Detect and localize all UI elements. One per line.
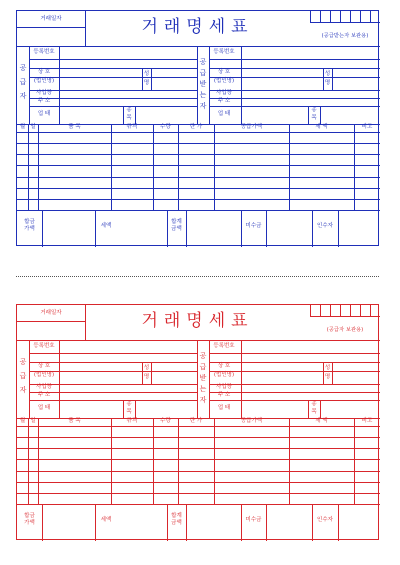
- rule-line: [28, 418, 29, 504]
- sum-label-2: 금액: [171, 226, 182, 232]
- rule-line: [320, 11, 321, 22]
- rule-line: [320, 400, 321, 418]
- copy-label: (공급자 보관용): [326, 327, 364, 333]
- rule-line: [17, 188, 380, 189]
- rule-line: [209, 362, 380, 363]
- rule-line: [29, 59, 197, 60]
- form-title: 거래명세표: [141, 311, 254, 331]
- rule-line: [178, 418, 179, 504]
- rule-line: [186, 210, 187, 247]
- rule-line: [17, 154, 380, 155]
- rule-line: [153, 418, 154, 504]
- total-label-1: 합금: [24, 219, 35, 225]
- copy-label: (공급받는자 보관용): [321, 33, 369, 39]
- date-label: 거래일자: [40, 310, 62, 316]
- rule-line: [330, 11, 331, 22]
- rule-line: [214, 124, 215, 210]
- rule-line: [186, 504, 187, 541]
- col-header-month: 월: [19, 124, 26, 130]
- rule-line: [17, 471, 380, 472]
- receiver-company-label: 상 호: [217, 69, 231, 75]
- rule-line: [111, 418, 112, 504]
- rule-line: [17, 493, 380, 494]
- rule-line: [17, 482, 380, 483]
- receiver-rep-label-1: 성: [324, 365, 331, 371]
- receiver-address-label-2: 주 소: [217, 392, 231, 398]
- rule-line: [350, 305, 351, 316]
- col-header-qty: 수량: [160, 418, 171, 424]
- cut-line: [16, 276, 379, 277]
- supplier-rep-label-2: 명: [143, 80, 150, 86]
- receiver-sign-label: 인수자: [317, 517, 333, 523]
- rule-line: [289, 124, 290, 210]
- rule-line: [28, 124, 29, 210]
- receiver-business-type-label: 업 태: [217, 111, 231, 117]
- rule-line: [370, 11, 371, 22]
- rule-line: [209, 59, 380, 60]
- supplier-corp-name-label: (법인명): [33, 372, 55, 378]
- col-header-day: 일: [30, 418, 36, 424]
- date-label: 거래일자: [40, 16, 62, 22]
- col-header-item: 품 목: [68, 124, 81, 130]
- receiver-item-label-2: 목: [311, 409, 317, 415]
- rule-line: [330, 305, 331, 316]
- rule-line: [38, 124, 39, 210]
- rule-line: [209, 77, 380, 78]
- supplier-corp-name-label: (법인명): [33, 78, 55, 84]
- rule-line: [17, 504, 380, 505]
- rule-line: [178, 124, 179, 210]
- rule-line: [320, 106, 321, 124]
- supplier-address-label-1: 사업장: [36, 90, 52, 96]
- rule-line: [29, 371, 197, 372]
- rule-line: [209, 106, 380, 107]
- unpaid-label: 미수금: [245, 223, 262, 229]
- receiver-rep-label-2: 명: [324, 374, 331, 380]
- supplier-label: 공급자: [19, 64, 27, 100]
- rule-line: [360, 11, 361, 22]
- rule-line: [17, 199, 380, 200]
- rule-line: [42, 210, 43, 247]
- rule-line: [29, 68, 197, 69]
- rule-line: [320, 305, 321, 316]
- rule-line: [153, 124, 154, 210]
- unpaid-label: 미수금: [245, 517, 262, 523]
- receiver-corp-name-label: (법인명): [213, 372, 235, 378]
- rule-line: [17, 426, 380, 427]
- rule-line: [42, 504, 43, 541]
- receiver-address-label-1: 사업장: [216, 90, 232, 96]
- receiver-label: 공급받는자: [199, 58, 207, 110]
- supplier-reg-no-label: 등록번호: [33, 49, 55, 55]
- rule-line: [17, 27, 85, 28]
- rule-line: [17, 210, 380, 211]
- supplier-business-type-label: 업 태: [37, 111, 51, 117]
- rule-line: [17, 143, 380, 144]
- rule-line: [17, 437, 380, 438]
- col-header-qty: 수량: [160, 124, 171, 130]
- col-header-unit-price: 단 가: [189, 418, 203, 424]
- rule-line: [332, 68, 333, 90]
- receiver-business-type-label: 업 태: [217, 405, 231, 411]
- rule-line: [29, 353, 197, 354]
- rule-line: [135, 106, 136, 124]
- supplier-address-label-2: 주 소: [37, 98, 51, 104]
- rule-line: [310, 316, 380, 317]
- rule-line: [29, 362, 197, 363]
- receiver-item-label-1: 종: [311, 107, 317, 113]
- col-header-spec: 규격: [126, 418, 138, 424]
- rule-line: [197, 340, 198, 418]
- supplier-item-label-1: 종: [126, 107, 132, 113]
- rule-line: [135, 400, 136, 418]
- tax-label: 세액: [100, 223, 112, 229]
- rule-line: [111, 124, 112, 210]
- supplier-item-label-2: 목: [126, 115, 132, 121]
- col-header-unit-price: 단 가: [189, 124, 203, 130]
- col-header-month: 월: [19, 418, 26, 424]
- rule-line: [151, 362, 152, 384]
- receiver-company-label: 상 호: [217, 363, 231, 369]
- receiver-reg-no-label: 등록번호: [213, 343, 235, 349]
- rule-line: [354, 418, 355, 504]
- rule-line: [338, 210, 339, 247]
- rule-line: [59, 340, 60, 418]
- supplier-address-label-1: 사업장: [36, 384, 52, 390]
- receiver-sign-label: 인수자: [317, 223, 333, 229]
- rule-line: [310, 11, 311, 22]
- rule-line: [151, 68, 152, 90]
- supplier-rep-label-2: 명: [143, 374, 150, 380]
- form-title: 거래명세표: [141, 17, 254, 37]
- supplier-rep-label-1: 성: [143, 71, 150, 77]
- receiver-rep-label-1: 성: [324, 71, 331, 77]
- rule-line: [209, 68, 380, 69]
- col-header-tax: 세 액: [315, 124, 328, 130]
- rule-line: [17, 177, 380, 178]
- supplier-address-label-2: 주 소: [37, 392, 51, 398]
- rule-line: [29, 77, 197, 78]
- total-label-2: 가액: [24, 226, 35, 232]
- rule-line: [38, 418, 39, 504]
- rule-line: [29, 400, 197, 401]
- sum-label-2: 금액: [171, 520, 182, 526]
- col-header-supply-amount: 공급가액: [240, 418, 263, 424]
- rule-line: [332, 362, 333, 384]
- supplier-item-label-2: 목: [126, 409, 132, 415]
- col-header-note: 비고: [361, 124, 373, 130]
- tax-label: 세액: [100, 517, 112, 523]
- rule-line: [354, 124, 355, 210]
- rule-line: [340, 11, 341, 22]
- rule-line: [310, 305, 311, 316]
- receiver-label: 공급받는자: [199, 352, 207, 404]
- rule-line: [360, 305, 361, 316]
- rule-line: [209, 371, 380, 372]
- rule-line: [17, 448, 380, 449]
- rule-line: [266, 210, 267, 247]
- invoice-form-receiver-copy: [16, 10, 379, 246]
- rule-line: [17, 340, 380, 341]
- rule-line: [17, 132, 380, 133]
- col-header-supply-amount: 공급가액: [240, 124, 263, 130]
- supplier-reg-no-label: 등록번호: [33, 343, 55, 349]
- supplier-company-label: 상 호: [37, 363, 51, 369]
- receiver-address-label-1: 사업장: [216, 384, 232, 390]
- receiver-corp-name-label: (법인명): [213, 78, 235, 84]
- rule-line: [241, 340, 242, 418]
- supplier-business-type-label: 업 태: [37, 405, 51, 411]
- rule-line: [370, 305, 371, 316]
- invoice-form-supplier-copy: [16, 304, 379, 540]
- col-header-tax: 세 액: [315, 418, 328, 424]
- rule-line: [338, 504, 339, 541]
- supplier-company-label: 상 호: [37, 69, 51, 75]
- total-label-2: 가액: [24, 520, 35, 526]
- total-label-1: 합금: [24, 513, 35, 519]
- supplier-rep-label-1: 성: [143, 365, 150, 371]
- rule-line: [17, 459, 380, 460]
- receiver-address-label-2: 주 소: [217, 98, 231, 104]
- sum-label-1: 합계: [171, 513, 182, 519]
- supplier-item-label-1: 종: [126, 401, 132, 407]
- col-header-item: 품 목: [68, 418, 81, 424]
- rule-line: [289, 418, 290, 504]
- rule-line: [59, 46, 60, 124]
- rule-line: [17, 321, 85, 322]
- rule-line: [310, 22, 380, 23]
- receiver-rep-label-2: 명: [324, 80, 331, 86]
- col-header-spec: 규격: [126, 124, 138, 130]
- rule-line: [17, 165, 380, 166]
- receiver-reg-no-label: 등록번호: [213, 49, 235, 55]
- rule-line: [214, 418, 215, 504]
- receiver-item-label-1: 종: [311, 401, 317, 407]
- col-header-note: 비고: [361, 418, 373, 424]
- rule-line: [350, 11, 351, 22]
- rule-line: [29, 106, 197, 107]
- sum-label-1: 합계: [171, 219, 182, 225]
- rule-line: [17, 46, 380, 47]
- rule-line: [241, 46, 242, 124]
- receiver-item-label-2: 목: [311, 115, 317, 121]
- rule-line: [340, 305, 341, 316]
- rule-line: [266, 504, 267, 541]
- rule-line: [209, 353, 380, 354]
- supplier-label: 공급자: [19, 358, 27, 394]
- rule-line: [197, 46, 198, 124]
- col-header-day: 일: [30, 124, 36, 130]
- rule-line: [209, 400, 380, 401]
